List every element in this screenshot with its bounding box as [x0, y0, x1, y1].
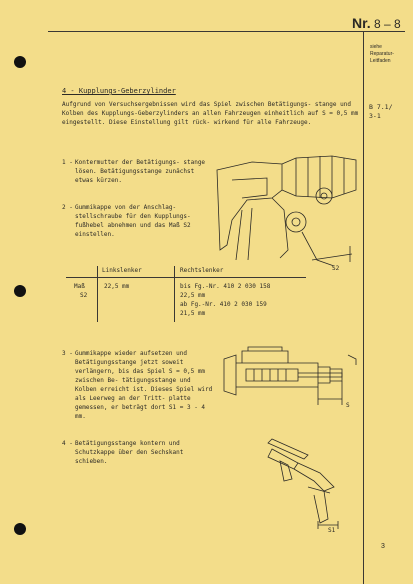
- table-cell: bis Fg.-Nr. 410 2 030 158: [180, 283, 271, 290]
- footer-number: 3: [381, 543, 385, 550]
- table-cell: 22,5 mm: [104, 283, 130, 290]
- step-number: 1 -: [62, 159, 73, 166]
- page-number-label: Nr.: [352, 15, 371, 31]
- side-note-line: Leitfaden: [370, 58, 391, 64]
- page-number: [352, 15, 401, 31]
- punch-hole: [14, 285, 26, 297]
- side-reference-line: B 7.1/: [369, 103, 393, 111]
- figure-label: S1: [328, 527, 336, 533]
- table-rule: [66, 277, 306, 278]
- step-text: Gummikappe wieder aufsetzen und Betätigungsstange jetzt soweit verlängern, bis das Spiel S = 0,5 mm zwischen Be- tätigungsstange und Kolben erreicht ist. Dieses Spiel wird als Leerweg an der Tritt- platte gemessen, er beträgt dort S1 = 3 - 4 mm.: [75, 350, 213, 420]
- master-cylinder-figure: [218, 345, 360, 417]
- step-text: Gummikappe von der Anschlag- stellschraube für den Kupplungs- fußhebel abnehmen und das Maß S2 einstellen.: [75, 204, 191, 238]
- step-number: 4 -: [62, 440, 73, 447]
- section-title: 4 - Kupplungs-Geberzylinder: [62, 87, 176, 95]
- side-reference-line: 3-1: [369, 112, 381, 120]
- punch-hole: [14, 56, 26, 68]
- table-row-label: Maß: [74, 283, 85, 290]
- side-note-line: siehe: [370, 44, 382, 50]
- step-number: 2 -: [62, 204, 73, 211]
- margin-rule: [363, 31, 364, 584]
- intro-text: Aufgrund von Versuchsergebnissen wird das Spiel zwischen Betätigungs- stange und Kolben des Kupplungs-Geberzylinders an allen Fahrzeugen einheitlich auf S = 0,5 mm eingestellt. Diese Einstellung gilt rück- wirkend für alle Fahrzeuge.: [62, 101, 359, 126]
- pedal-assembly-figure: [212, 150, 362, 275]
- figure-label: S: [346, 402, 350, 409]
- step-text: Kontermutter der Betätigungs- stange lösen. Betätigungsstange zunächst etwas kürzen.: [75, 159, 206, 184]
- table-cell: ab Fg.-Nr. 410 2 030 159: [180, 301, 267, 308]
- side-note: [370, 44, 394, 65]
- table-cell: 22,5 mm: [180, 292, 206, 299]
- table-header: Linkslenker: [102, 267, 142, 274]
- top-rule: [48, 31, 405, 32]
- page-number-value: 8 – 8: [374, 17, 401, 31]
- side-note-line: Reparatur-: [370, 51, 394, 57]
- side-reference: [369, 103, 392, 121]
- table-rule: [97, 266, 98, 322]
- pedal-play-figure: [258, 435, 348, 533]
- table-cell: 21,5 mm: [180, 310, 206, 317]
- step-number: 3 -: [62, 350, 73, 357]
- punch-hole: [14, 523, 26, 535]
- table-row-label: S2: [80, 292, 88, 299]
- step-text: Betätigungsstange kontern und Schutzkappe über den Sechskant schieben.: [75, 440, 184, 465]
- table-rule: [174, 266, 175, 322]
- table-header: Rechtslenker: [180, 267, 224, 274]
- figure-label: S2: [332, 265, 340, 272]
